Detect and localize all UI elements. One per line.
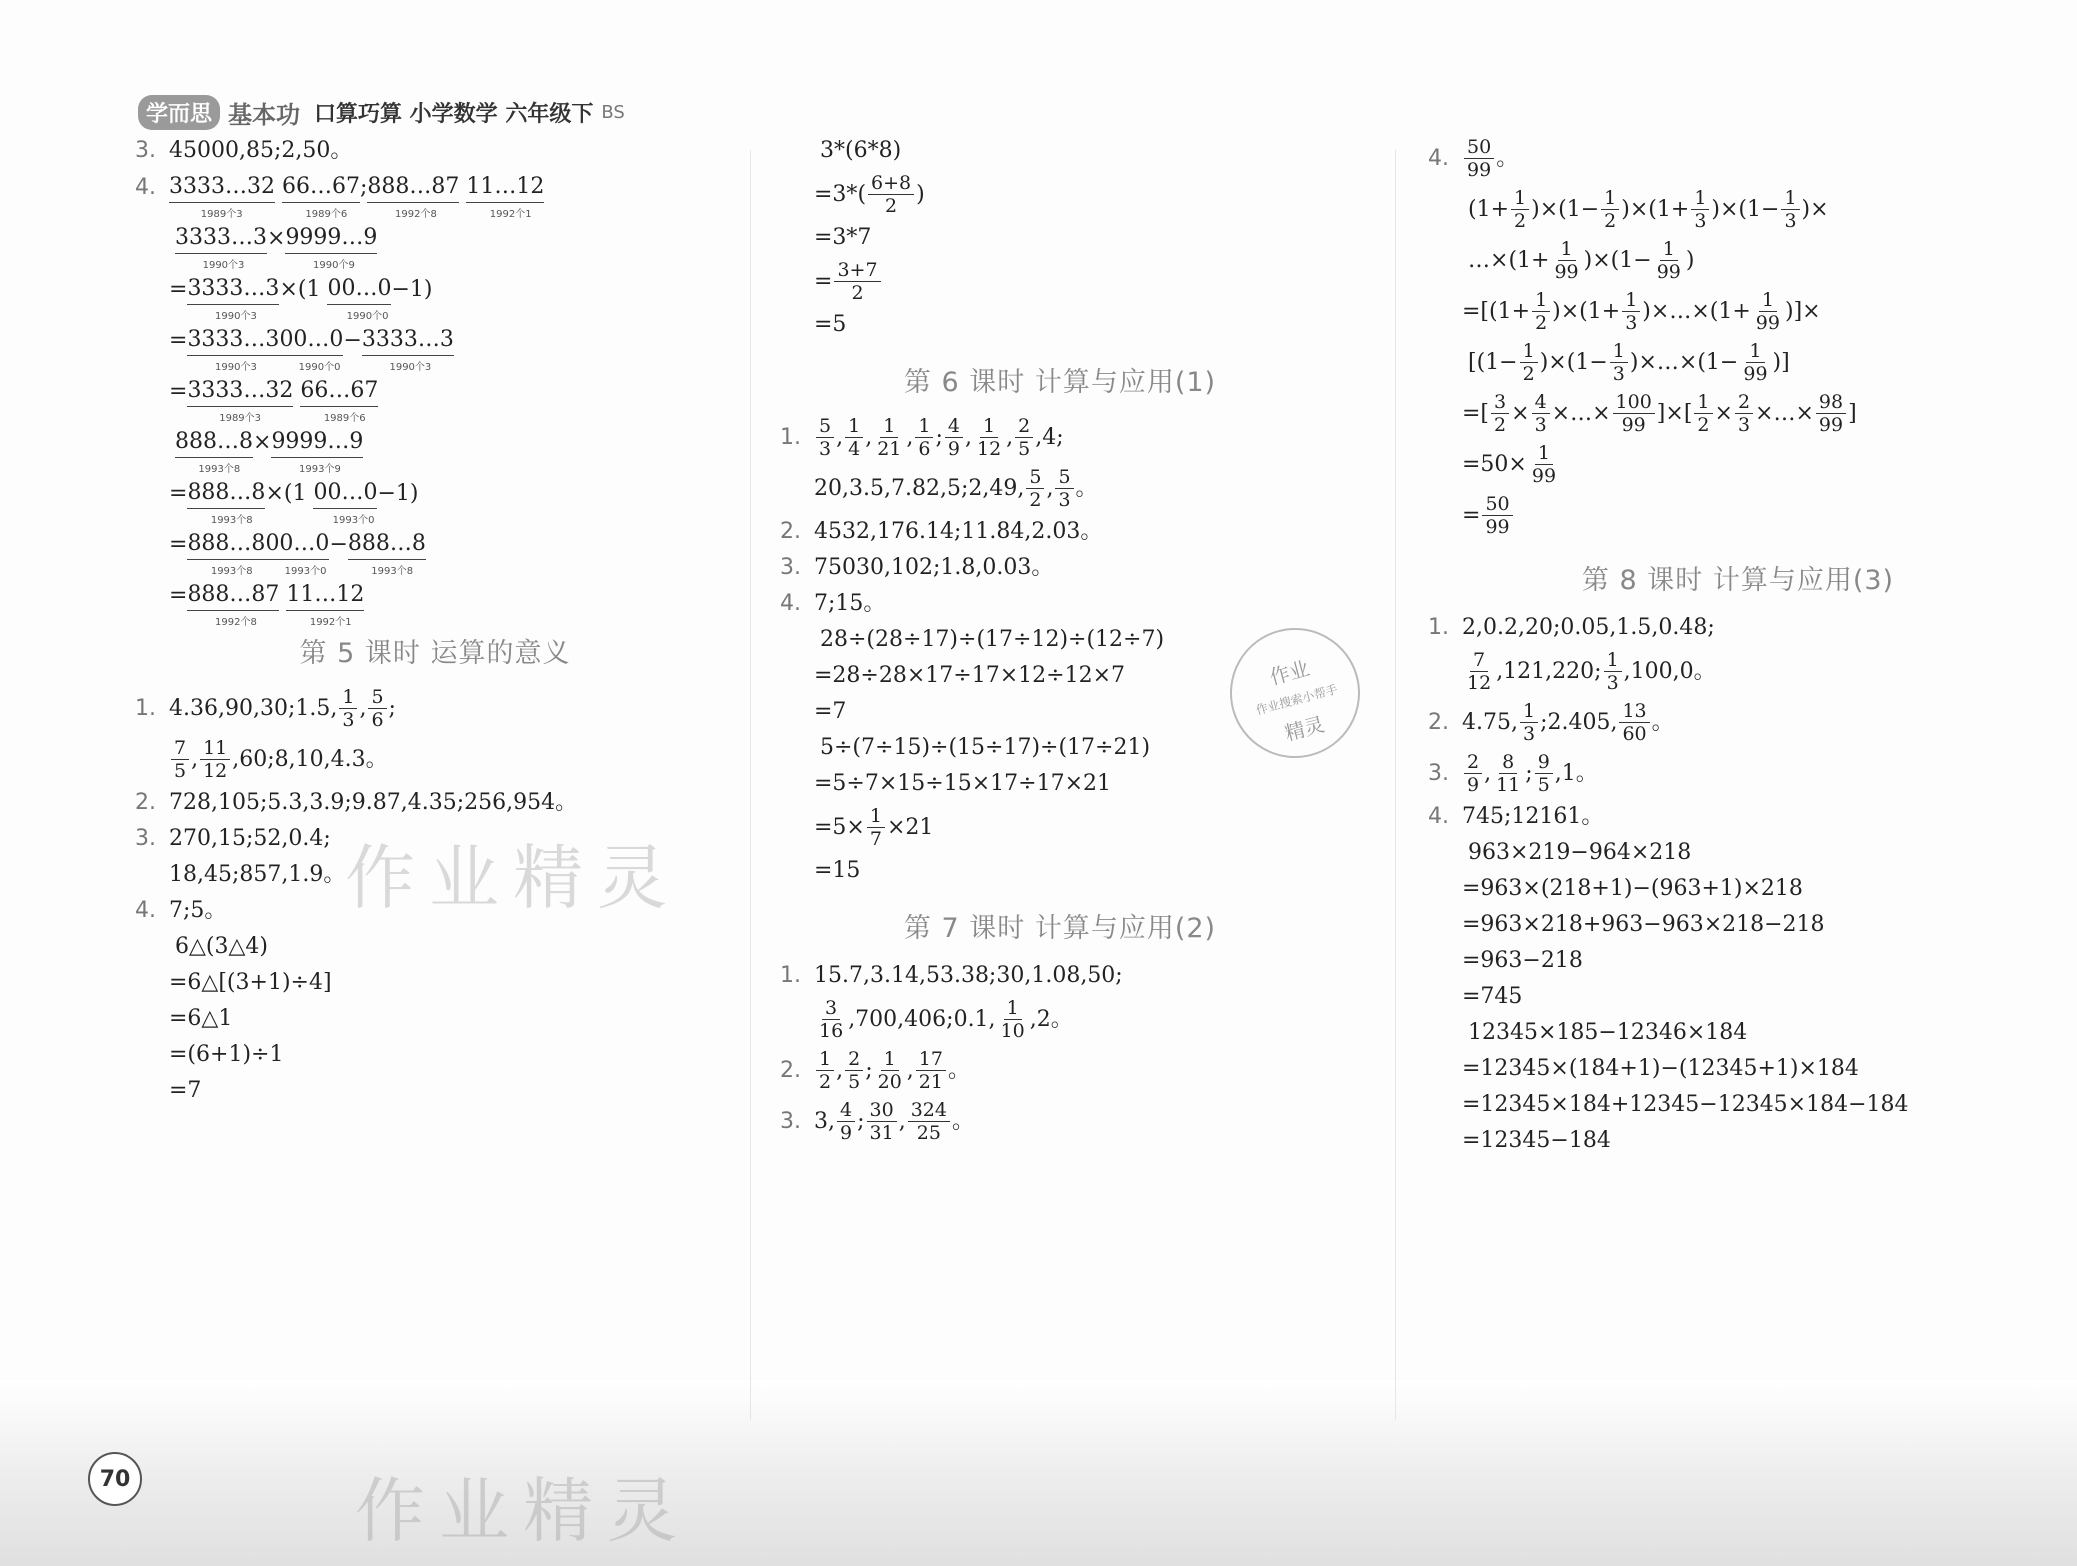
work-line: =28÷28×17÷17×12÷12×7 — [814, 663, 1125, 688]
answer-line: 2. 4.75, $\frac{1}{3}$ ;2.405, $\frac{13}{60}$ 。 — [1428, 700, 1674, 745]
watermark: 作业精灵 — [345, 837, 681, 919]
watermark: 作业精灵 — [355, 1470, 691, 1552]
brand-logo: 学而思 — [138, 95, 220, 130]
answer-line: 18,45;857,1.9。 — [169, 862, 346, 887]
work-line: = 888…8 1993个8 00…0 1993个0 − 888…8 1993个8 — [169, 531, 426, 577]
answer-line: 3. 75030,102;1.8,0.03。 — [780, 555, 1054, 580]
column-divider — [750, 150, 751, 1420]
work-line: =50× $\frac{1}{99}$ — [1462, 442, 1557, 487]
work-line: 12345×185−12346×184 — [1468, 1020, 1748, 1045]
answer-line: 3. $\frac{2}{9}$ , $\frac{8}{11}$ ; $\frac{9}{5}$ ,1。 — [1428, 751, 1598, 796]
work-line: =15 — [814, 858, 861, 883]
page-number: 70 — [88, 1452, 142, 1506]
fraction: $\frac{11}{12}$ — [200, 737, 230, 782]
work-line: =963×218+963−963×218−218 — [1462, 912, 1825, 937]
answer-line: 2. $\frac{1}{2}$ , $\frac{2}{5}$ ; $\frac{1}{20}$ , $\frac{17}{21}$ 。 — [780, 1048, 970, 1093]
answer-line: $\frac{7}{12}$ ,121,220; $\frac{1}{3}$ ,100,0。 — [1467, 649, 1716, 694]
answer-line: $\frac{7}{5}$ , $\frac{11}{12}$ ,60;8,10,4.3。 — [135, 737, 735, 782]
work-line: =3*7 — [814, 225, 872, 250]
work-line: = 3333…3 1990个3 00…0 1990个0 − 3333…3 1990个3 — [169, 327, 454, 373]
answer-line: 3. 3, $\frac{4}{9}$ ; $\frac{30}{31}$ , $\frac{324}{25}$ 。 — [780, 1099, 974, 1144]
work-line: =7 — [814, 699, 847, 724]
fraction: $\frac{3+7}{2}$ — [834, 259, 880, 304]
section-title-lesson7: 第 7 课时 计算与应用(2) — [903, 913, 1217, 944]
answer-line: 2. 4532,176.14;11.84,2.03。 — [780, 519, 1103, 544]
work-line: 888…8 1993个8 × 9999…9 1993个9 — [175, 429, 364, 475]
answer-line: 1. $\frac{5}{3}$ , $\frac{1}{4}$ , $\frac{1}{21}$ , $\frac{1}{6}$ ; $\frac{4}{9}$ , $\frac{1}{12}$ , $\frac{2}{5}$ ,4; — [780, 415, 1064, 460]
work-line: =[ $\frac{3}{2}$ × $\frac{4}{3}$ ×…× $\frac{100}{99}$ ]×[ $\frac{1}{2}$ × $\frac{2}{3}$ ×…× $\frac{98}{99}$ ] — [1462, 391, 1857, 436]
answer-line: 20,3.5,7.82,5;2,49, $\frac{5}{2}$ , $\frac{5}{3}$ 。 — [814, 466, 1098, 511]
work-line: =963−218 — [1462, 948, 1583, 973]
answer-line: 3. 270,15;52,0.4; — [135, 826, 331, 851]
work-line: 6△(3△4) — [175, 934, 268, 959]
work-line: =(6+1)÷1 — [169, 1042, 284, 1067]
work-line: 963×219−964×218 — [1468, 840, 1692, 865]
work-line: 5÷(7÷15)÷(15÷17)÷(17÷21) — [820, 735, 1151, 760]
fraction: $\frac{1}{3}$ — [339, 686, 357, 731]
work-line: =[ ( 1+ $\frac{1}{2}$ )×( 1+ $\frac{1}{3}$ )× …× ( 1+ $\frac{1}{99}$ ) ]× — [1462, 289, 1821, 334]
work-line: 3333…3 1990个3 × 9999…9 1990个9 — [175, 225, 378, 271]
series-logo: 基本功 — [228, 100, 301, 129]
fraction: $\frac{6+8}{2}$ — [868, 172, 914, 217]
answer-line: 4. 7;5。 — [135, 898, 227, 923]
work-line: =5× $\frac{1}{7}$ ×21 — [814, 805, 934, 850]
answer-line: 4. 7;15。 — [780, 591, 886, 616]
work-line: = 3333…3 1990个3 ×(1 00…0 1990个0 −1) — [169, 276, 433, 322]
answer-line: 1. 15.7,3.14,53.38;30,1.08,50; — [780, 963, 1123, 988]
work-line: = $\frac{50}{99}$ — [1428, 493, 2048, 538]
work-line: = 888…87 1992个8 11…12 1992个1 — [169, 582, 365, 628]
answer-line: 1. 2,0.2,20;0.05,1.5,0.48; — [1428, 615, 1715, 640]
work-line: = 888…8 1993个8 ×(1 00…0 1993个0 −1) — [169, 480, 419, 526]
work-line: =7 — [169, 1078, 202, 1103]
work-line: =5 — [814, 312, 847, 337]
answer-line: $\frac{3}{16}$ ,700,406;0.1, $\frac{1}{10}$ ,2。 — [819, 997, 1073, 1042]
answer-line: 4. 3333…32 1989个3 66…67 1989个6 ; 888…87 1992个8 11…12 1992个1 — [135, 174, 545, 220]
section-title-lesson5: 第 5 课时 运算的意义 — [299, 638, 571, 669]
column-divider — [1395, 150, 1396, 1420]
work-line: =3* ( $\frac{6+8}{2}$ ) — [814, 172, 925, 217]
answer-line: 1. 4.36,90,30;1.5, $\frac{1}{3}$ , $\frac{5}{6}$ ; — [135, 686, 396, 731]
stamp-logo: 作业 作业搜索小帮手 精灵 — [1215, 613, 1374, 772]
section-title-lesson8: 第 8 课时 计算与应用(3) — [1581, 565, 1895, 596]
work-line: =12345×184+12345−12345×184−184 — [1462, 1092, 1909, 1117]
work-line: =6△1 — [169, 1006, 233, 1031]
answer-line: 3. 45000,85;2,50。 — [135, 138, 353, 163]
work-line: 3*(6*8) — [820, 138, 902, 163]
answer-line: 4. 745;12161。 — [1428, 804, 1604, 829]
work-line: [ ( 1− $\frac{1}{2}$ )×( 1− $\frac{1}{3}$ )× …× ( 1− $\frac{1}{99}$ ) ] — [1468, 340, 1790, 385]
work-line: =12345×(184+1)−(12345+1)×184 — [1462, 1056, 1859, 1081]
work-line: =5÷7×15÷15×17÷17×21 — [814, 771, 1111, 796]
work-line: = 3333…32 1989个3 66…67 1989个6 — [169, 378, 379, 424]
work-line: …× ( 1+ $\frac{1}{99}$ )×( 1− $\frac{1}{99}$ ) — [1468, 238, 1695, 283]
section-title-lesson6: 第 6 课时 计算与应用(1) — [903, 367, 1217, 398]
decorative-ground-illustration — [0, 1380, 2077, 1566]
work-line: 28÷(28÷17)÷(17÷12)÷(12÷7) — [820, 627, 1165, 652]
answer-line: 2. 728,105;5.3,3.9;9.87,4.35;256,954。 — [135, 790, 578, 815]
right-column — [1428, 130, 2048, 1162]
work-line: =6△[(3+1)÷4] — [169, 970, 332, 995]
fraction: $\frac{5}{6}$ — [368, 686, 386, 731]
fraction: $\frac{7}{5}$ — [171, 737, 189, 782]
work-line: =745 — [1462, 984, 1523, 1009]
page-header — [138, 92, 625, 132]
book-title: 口算巧算 小学数学 六年级下 — [314, 101, 594, 127]
edition-label: BS — [601, 101, 625, 123]
answer-line: 4. $\frac{50}{99}$ 。 — [1428, 136, 1519, 181]
work-line: =963×(218+1)−(963+1)×218 — [1462, 876, 1803, 901]
work-line: =12345−184 — [1462, 1128, 1611, 1153]
work-line: = $\frac{3+7}{2}$ — [780, 259, 1340, 304]
left-column — [135, 130, 735, 1112]
work-line: ( 1+ $\frac{1}{2}$ )×( 1− $\frac{1}{2}$ )×( 1+ $\frac{1}{3}$ )×( 1− $\frac{1}{3}$ ) × — [1468, 187, 1829, 232]
